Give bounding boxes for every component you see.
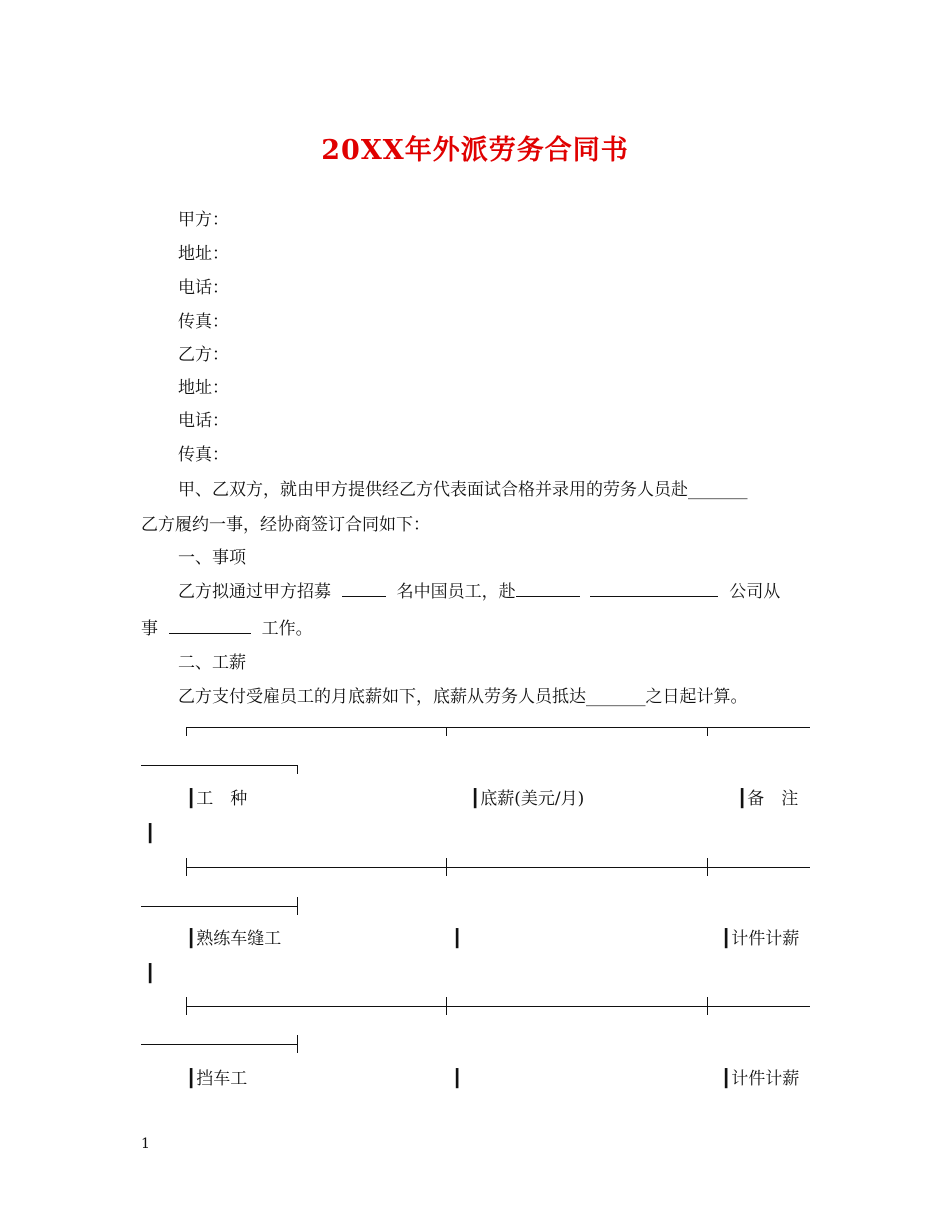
section1-text-a: 乙方拟通过甲方招募	[178, 582, 331, 602]
table-tick	[707, 997, 708, 1015]
section1-text-d: 事	[141, 619, 158, 639]
table-tick	[297, 1035, 298, 1053]
table-tick	[707, 727, 708, 736]
table-cell: ┃计件计薪	[721, 1069, 800, 1089]
section2-heading: 二、工薪	[178, 653, 246, 673]
section1-text-b: 名中国员工，赴	[396, 582, 516, 602]
section1-heading: 一、事项	[178, 548, 246, 568]
table-tick	[446, 727, 447, 736]
party-a-address-label: 地址：	[178, 244, 229, 264]
table-row-separator	[186, 1006, 810, 1007]
table-tick	[186, 997, 187, 1015]
section2-text: 乙方支付受雇员工的月底薪如下，底薪从劳务人员抵达_______之日起计算。	[178, 687, 748, 707]
intro-paragraph-line2: 乙方履约一事，经协商签订合同如下：	[141, 515, 430, 535]
table-header-cell: ┃备 注	[737, 789, 799, 809]
table-tick	[446, 858, 447, 876]
table-row-end: ┃	[145, 964, 156, 984]
table-cell: ┃	[452, 1069, 463, 1089]
section1-line2	[141, 617, 313, 641]
table-cell: ┃计件计薪	[721, 929, 800, 949]
table-corner-tr	[297, 765, 298, 774]
table-row-separator	[186, 867, 810, 868]
job-blank	[169, 617, 251, 634]
page-number: 1	[141, 1136, 150, 1152]
table-row-end: ┃	[145, 824, 156, 844]
table-cell: ┃	[452, 929, 463, 949]
table-row-separator-wrap	[141, 1044, 298, 1045]
document-title: 20XX年外派劳务合同书	[321, 135, 629, 166]
table-corner-tl	[186, 727, 187, 736]
headcount-blank	[342, 580, 386, 597]
table-tick	[707, 858, 708, 876]
intro-paragraph-line1: 甲、乙双方，就由甲方提供经乙方代表面试合格并录用的劳务人员赴_______	[178, 480, 748, 500]
table-header-cell: ┃底薪(美元/月)	[470, 789, 585, 809]
company-blank	[590, 580, 718, 597]
section1-text-e: 工作。	[261, 619, 313, 639]
party-a-phone-label: 电话：	[178, 278, 229, 298]
destination-blank	[516, 580, 580, 597]
table-tick	[446, 997, 447, 1015]
table-border-top	[186, 727, 810, 728]
party-b-phone-label: 电话：	[178, 411, 229, 431]
table-tick	[186, 858, 187, 876]
party-a-fax-label: 传真：	[178, 312, 229, 332]
table-tick	[297, 897, 298, 915]
table-row: ┃挡车工	[186, 1069, 248, 1089]
party-a-label: 甲方：	[178, 210, 229, 230]
section1-line1	[178, 580, 780, 604]
party-b-address-label: 地址：	[178, 378, 229, 398]
party-b-label: 乙方：	[178, 345, 229, 365]
table-border-top-wrap	[141, 765, 298, 766]
section1-text-c: 公司从	[729, 582, 781, 602]
party-b-fax-label: 传真：	[178, 445, 229, 465]
table-header-cell: ┃工 种	[186, 789, 248, 809]
table-row: ┃熟练车缝工	[186, 929, 282, 949]
table-row-separator-wrap	[141, 906, 298, 907]
